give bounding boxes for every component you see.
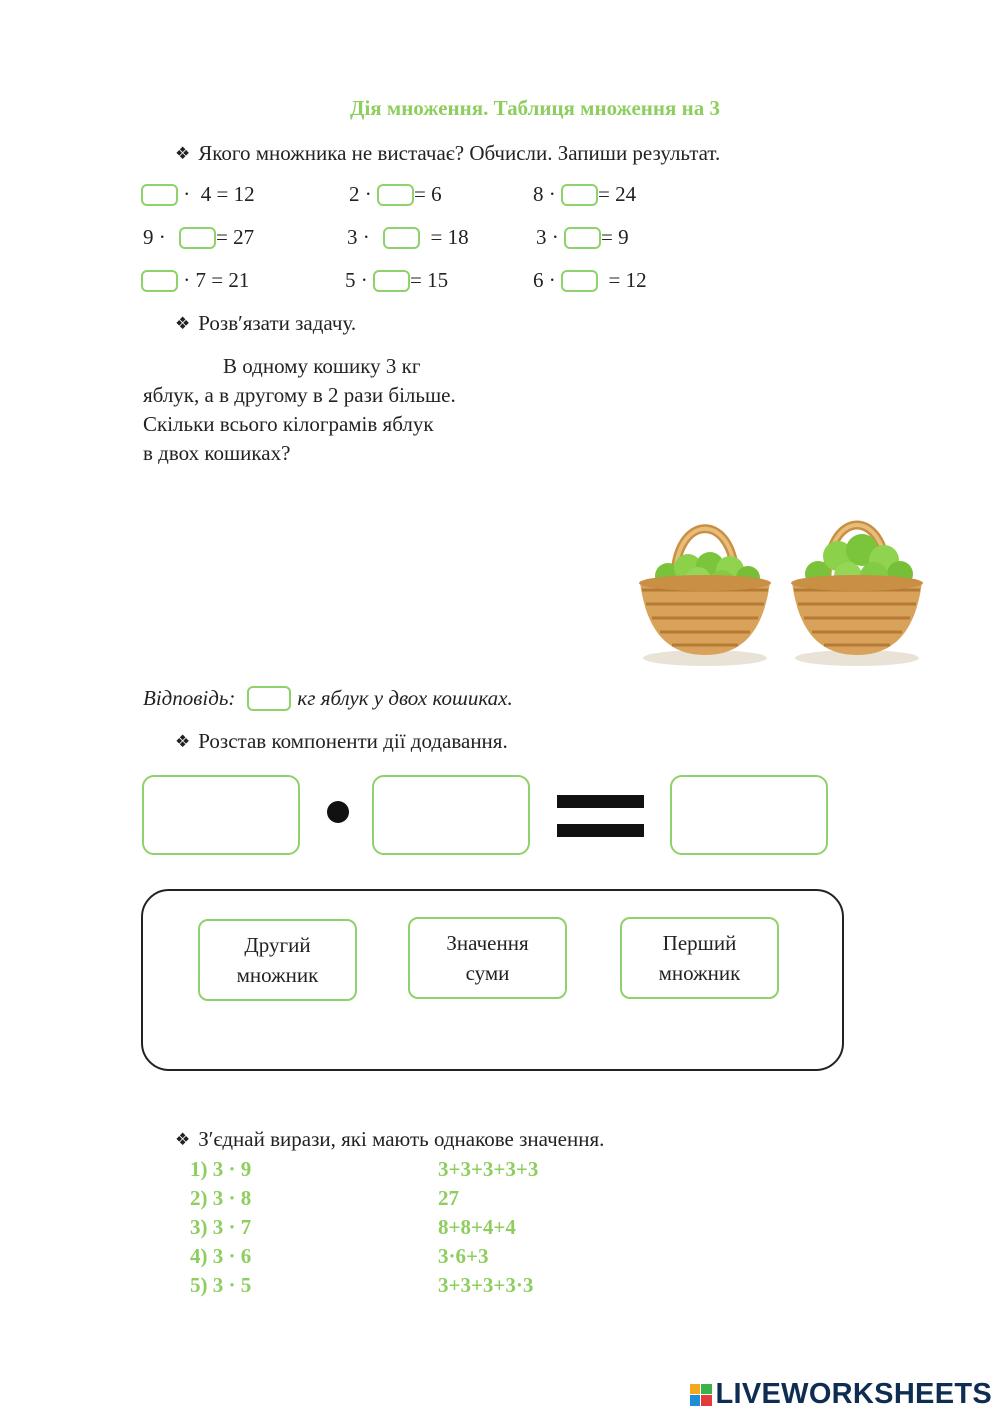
answer-box[interactable] (141, 184, 178, 206)
liveworksheets-logo (690, 1378, 993, 1411)
task1-heading (175, 141, 720, 166)
equation: · 4 = 12 (141, 182, 255, 207)
match-right-item[interactable]: 27 (438, 1186, 459, 1210)
match-left-item[interactable]: 1) 3 · 9 (190, 1157, 252, 1181)
basket-icon (791, 525, 923, 666)
answer-box[interactable] (373, 270, 410, 292)
draggable-card[interactable]: Перший множник (620, 917, 779, 999)
answer-line: Відповідь: кг яблук у двох кошиках. (143, 686, 513, 710)
equals-icon-bottom (557, 824, 644, 837)
word-problem: В одному кошику 3 кг яблук, а в другому в 2 рази більше. Скільки всього кілограмів яблук в двох кошиках? (143, 354, 456, 465)
page-title: Дія множення. Таблиця множення на 3 (350, 96, 720, 120)
apple-baskets-image (630, 490, 930, 670)
answer-box[interactable] (383, 227, 420, 249)
task3-heading (175, 729, 508, 754)
equation: 2 · = 6 (349, 182, 442, 206)
equation: 3 · = 9 (536, 225, 629, 249)
match-right-item[interactable]: 3+3+3+3·3 (438, 1273, 534, 1297)
task1-text: Якого множника не вистачає? Обчисли. Запиши результат. (198, 141, 721, 165)
answer-box[interactable] (561, 184, 598, 206)
match-left-item[interactable]: 4) 3 · 6 (190, 1244, 252, 1268)
task3-text: Розстав компоненти дії додавання. (198, 729, 508, 753)
match-left-item[interactable]: 3) 3 · 7 (190, 1215, 252, 1239)
task4-text: З′єднай вирази, які мають однакове значення. (198, 1127, 605, 1151)
match-right-item[interactable]: 8+8+4+4 (438, 1215, 516, 1239)
answer-box[interactable] (564, 227, 601, 249)
match-right-column (438, 1155, 538, 1300)
match-left-item[interactable]: 5) 3 · 5 (190, 1273, 252, 1297)
task2-text: Розв′язати задачу. (198, 311, 357, 335)
match-right-item[interactable]: 3+3+3+3+3 (438, 1157, 539, 1181)
draggable-card[interactable]: Значення суми (408, 917, 567, 999)
bullet-icon: ❖ (175, 731, 191, 751)
equation: 3 · = 18 (347, 225, 469, 249)
drop-box-first[interactable] (142, 775, 300, 855)
equation: · 7 = 21 (141, 268, 249, 293)
draggable-card[interactable]: Другий множник (198, 919, 357, 1001)
match-left-column (190, 1155, 251, 1300)
equation: 6 · = 12 (533, 268, 647, 292)
answer-box[interactable] (179, 227, 216, 249)
equation: 8 · = 24 (533, 182, 637, 206)
task2-heading (175, 311, 356, 336)
bullet-icon: ❖ (175, 313, 191, 333)
answer-box[interactable] (377, 184, 414, 206)
equation: 5 · = 15 (345, 268, 449, 292)
drop-box-result[interactable] (670, 775, 828, 855)
match-left-item[interactable]: 2) 3 · 8 (190, 1186, 252, 1210)
drop-box-second[interactable] (372, 775, 530, 855)
multiply-dot-icon (327, 801, 349, 823)
logo-icon (690, 1384, 712, 1406)
answer-box[interactable] (247, 686, 291, 711)
logo-text: LIVEWORKSHEETS (715, 1378, 992, 1410)
basket-icon (639, 529, 771, 666)
bullet-icon: ❖ (175, 143, 191, 163)
answer-box[interactable] (141, 270, 178, 292)
match-right-item[interactable]: 3·6+3 (438, 1244, 489, 1268)
answer-box[interactable] (561, 270, 598, 292)
task4-heading (175, 1127, 604, 1152)
equation: 9 · = 27 (143, 225, 255, 249)
equals-icon-top (557, 795, 644, 808)
bullet-icon: ❖ (175, 1129, 191, 1149)
